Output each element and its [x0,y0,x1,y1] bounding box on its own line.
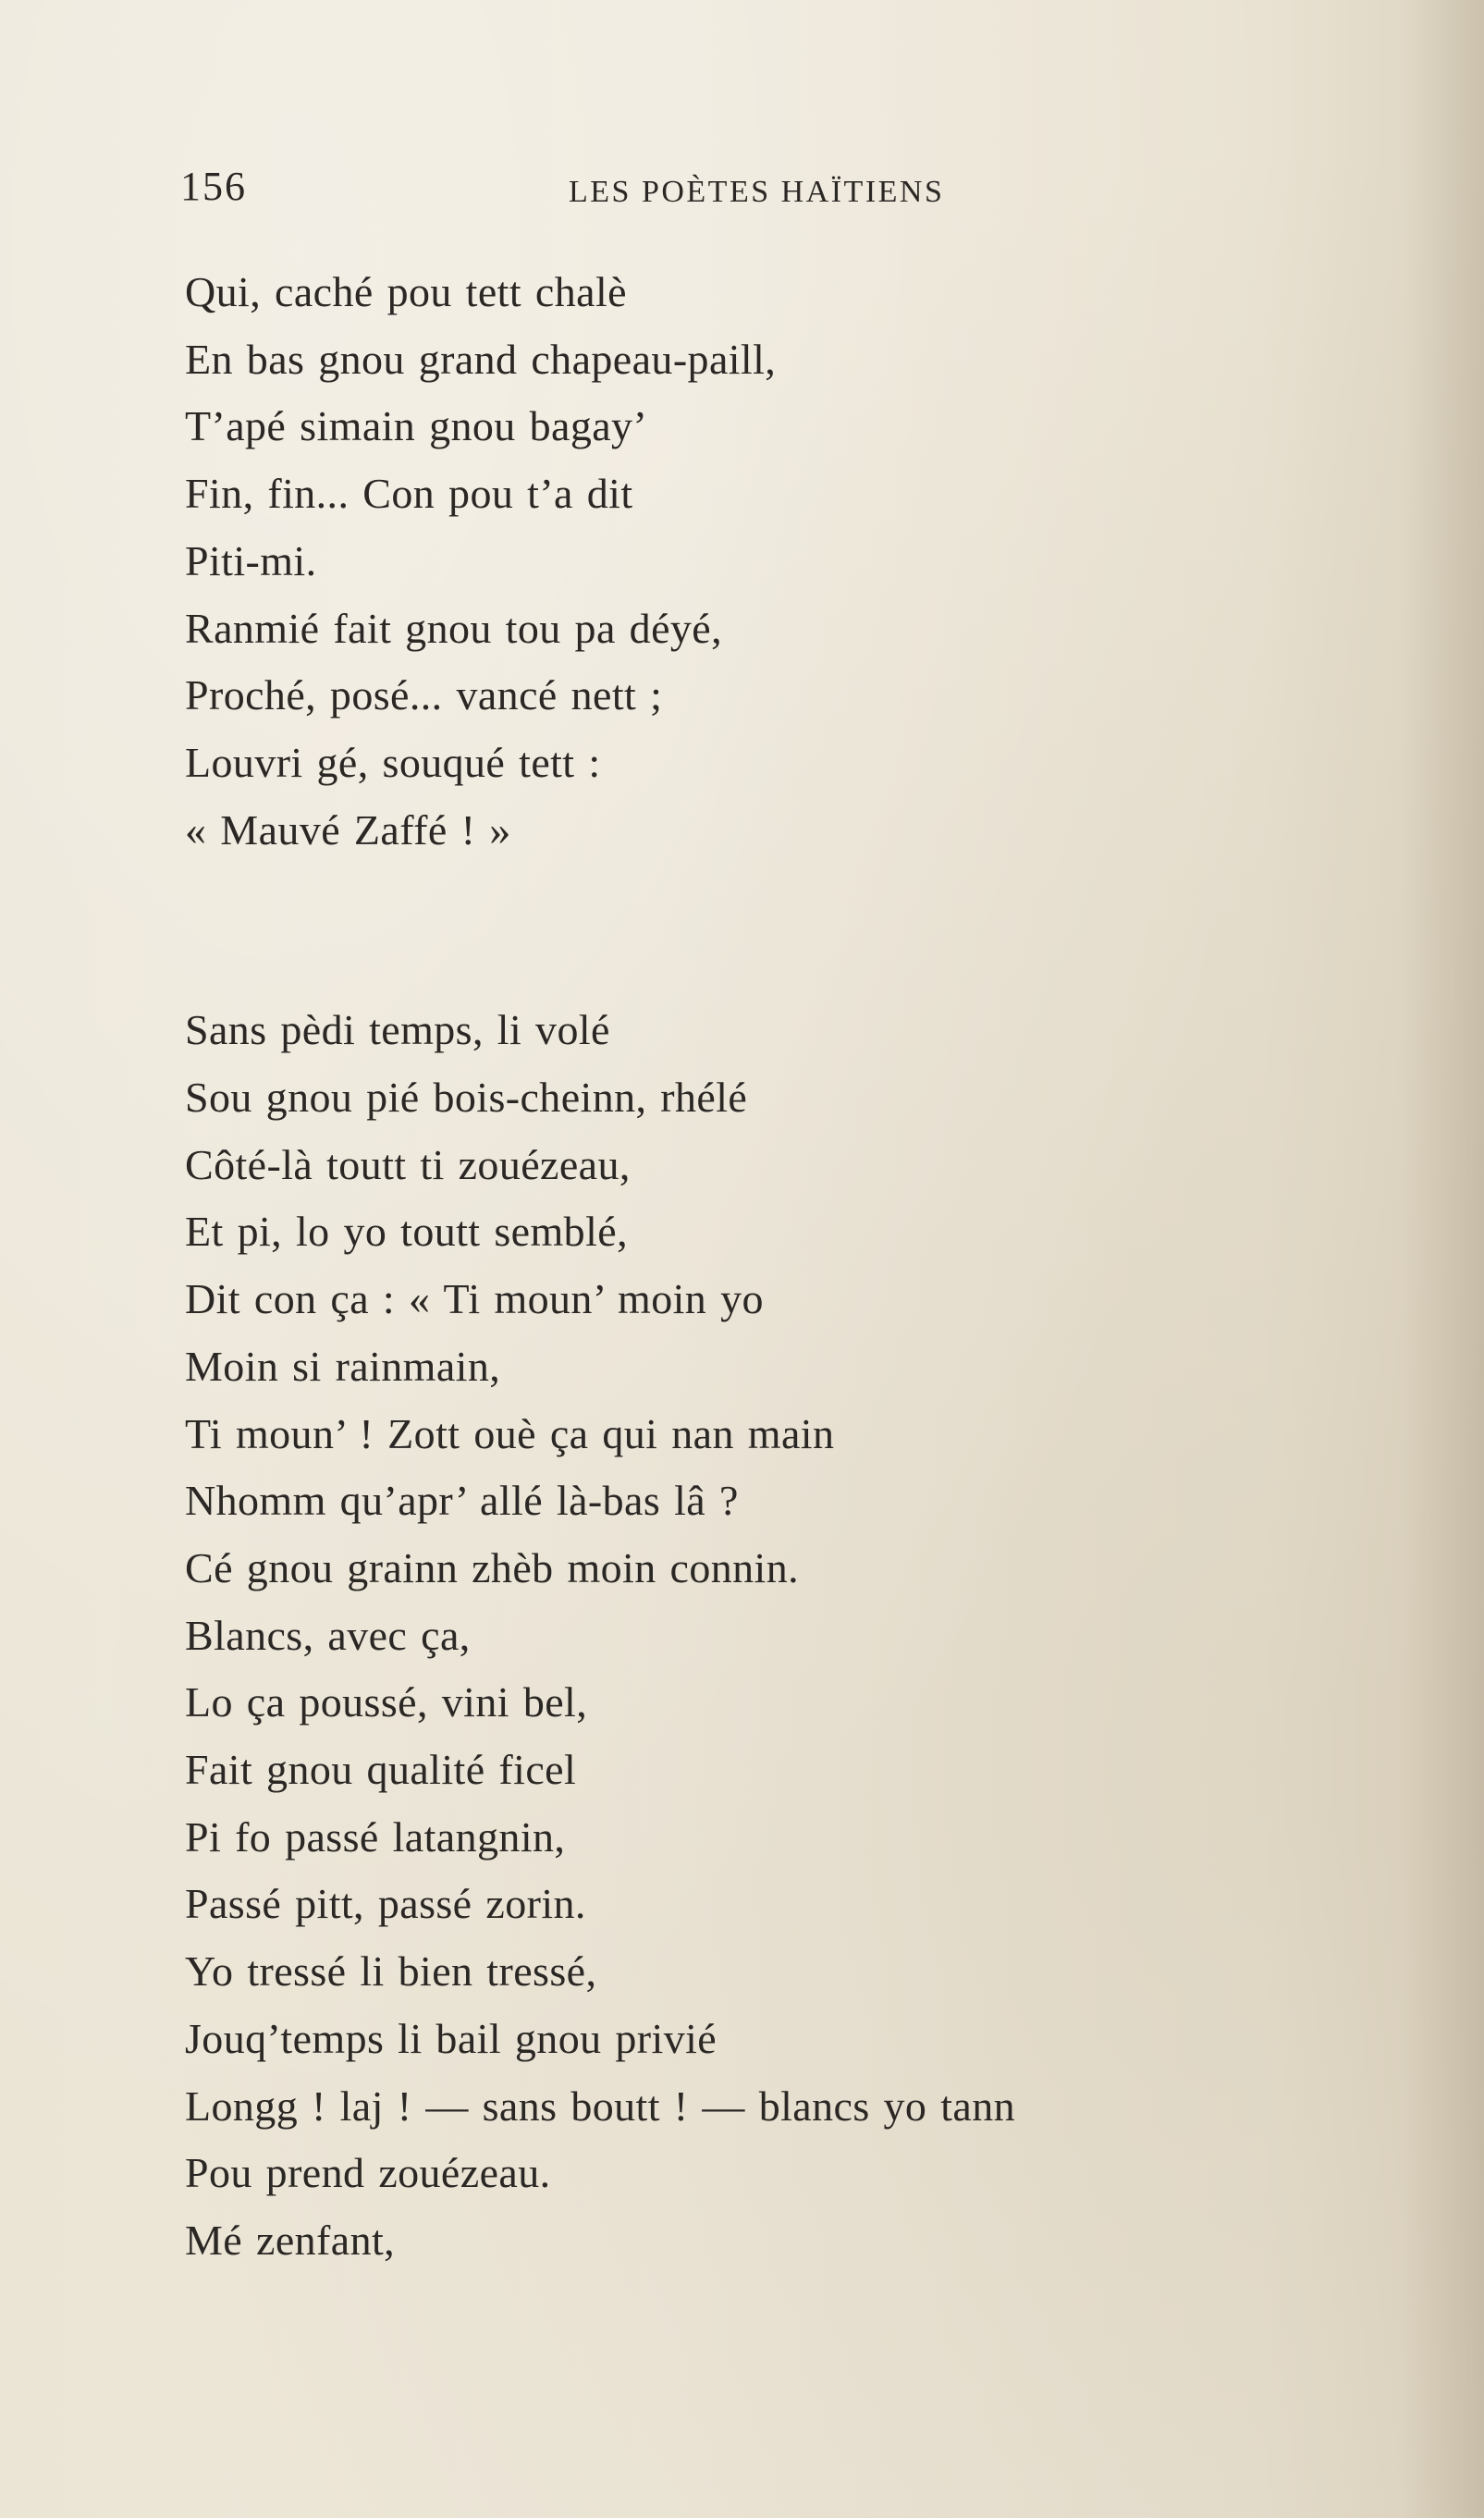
poem-line: Moin si rainmain, [185,1342,501,1390]
poem-line: Piti-mi. [185,536,317,584]
poem-line: En bas gnou grand chapeau-paill, [185,335,777,383]
poem-line: Mé zenfant, [185,2216,396,2264]
poem-line: Pou prend zouézeau. [185,2149,551,2197]
stanza-1 [185,259,1294,864]
poem-line: Blancs, avec ça, [185,1611,471,1659]
poem-line: Cé gnou grainn zhèb moin connin. [185,1543,800,1591]
poem-line: Ranmié fait gnou tou pa déyé, [185,604,723,652]
poem-line: Jouq’temps li bail gnou privié [185,2014,717,2062]
poem-line: Fait gnou qualité ficel [185,1746,577,1794]
running-head [180,159,1022,215]
poem-line: Proché, posé... vancé nett ; [185,671,663,719]
poem-line: T’apé simain gnou bagay’ [185,402,648,450]
poem-line: Nhomm qu’apr’ allé là-bas lâ ? [185,1477,739,1525]
poem-line: Longg ! laj ! — sans boutt ! — blancs yo tann [185,2082,1016,2130]
poem-body [185,259,1294,2275]
running-title: LES POÈTES HAÏTIENS [569,175,945,209]
poem-line: Dit con ça : « Ti moun’ moin yo [185,1275,764,1323]
poem-line: Sou gnou pié bois-cheinn, rhélé [185,1074,748,1122]
poem-line: Pi fo passé latangnin, [185,1812,566,1861]
poem-line: Yo tressé li bien tressé, [185,1947,597,1996]
stanza-2 [185,997,1294,2274]
poem-line: « Mauvé Zaffé ! » [185,805,511,854]
poem-line: Louvri gé, souqué tett : [185,738,601,786]
poem-line: Qui, caché pou tett chalè [185,268,627,315]
page-number: 156 [180,164,247,209]
poem-line: Ti moun’ ! Zott ouè ça qui nan main [185,1409,835,1457]
poem-line: Côté-là toutt ti zouézeau, [185,1140,631,1188]
poem-line: Lo ça poussé, vini bel, [185,1678,588,1726]
poem-line: Sans pèdi temps, li volé [185,1006,610,1054]
poem-line: Fin, fin... Con pou t’a dit [185,470,633,518]
poem-line: Et pi, lo yo toutt semblé, [185,1208,628,1256]
poem-line: Passé pitt, passé zorin. [185,1880,586,1928]
